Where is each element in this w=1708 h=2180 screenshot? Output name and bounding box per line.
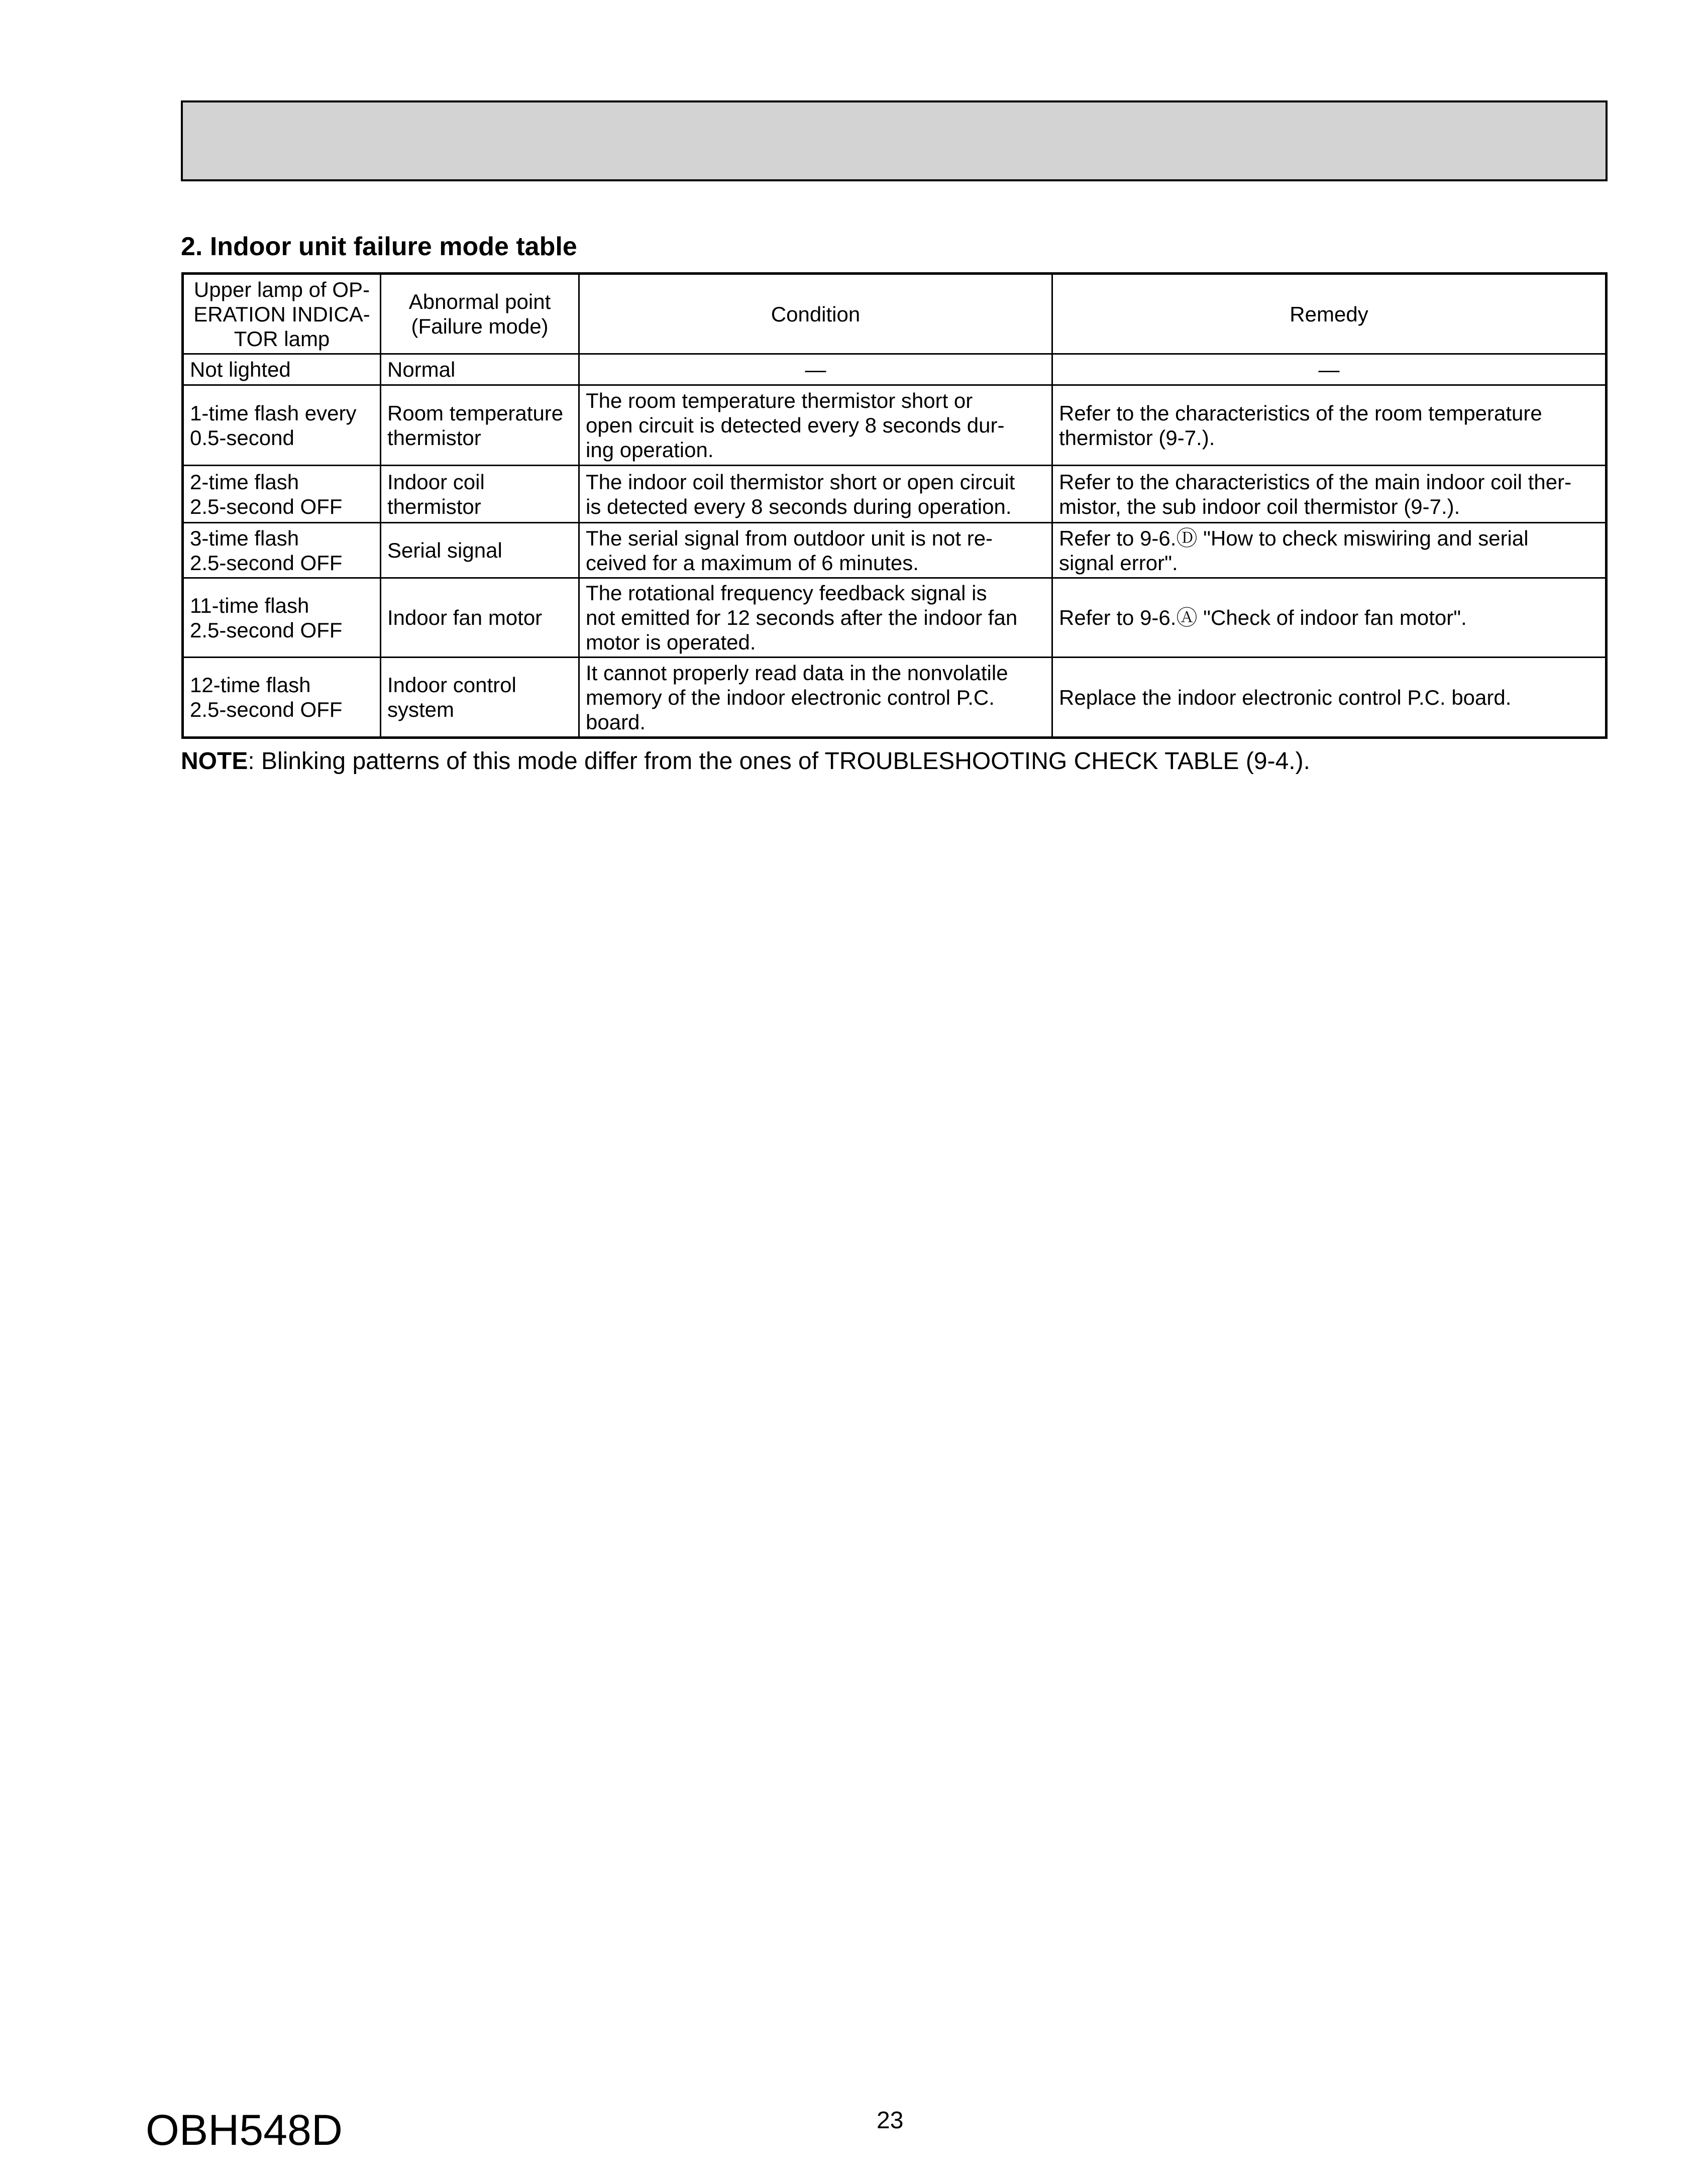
failure-mode-table (181, 272, 1608, 739)
cell-condition: The indoor coil thermistor short or open circuit is detected every 8 seconds during operation. (579, 466, 1052, 523)
header-remedy: Remedy (1052, 274, 1607, 354)
cell-lamp: Not lighted (183, 354, 381, 385)
cell-condition: The rotational frequency feedback signal is not emitted for 12 seconds after the indoor fan motor is operated. (579, 578, 1052, 658)
cell-lamp: 2-time flash 2.5-second OFF (183, 466, 381, 523)
cell-abnormal-point: Serial signal (381, 523, 579, 578)
section-title: 2. Indoor unit failure mode table (181, 232, 577, 261)
table-header-row (183, 274, 1607, 354)
cell-remedy: Refer to 9-6.Ⓐ "Check of indoor fan motor". (1052, 578, 1607, 658)
header-bar (181, 100, 1608, 181)
table-row (183, 578, 1607, 658)
cell-abnormal-point: Normal (381, 354, 579, 385)
table-row (183, 354, 1607, 385)
cell-remedy: Refer to the characteristics of the main indoor coil ther- mistor, the sub indoor coil thermistor (9-7.). (1052, 466, 1607, 523)
cell-abnormal-point: Indoor control system (381, 658, 579, 738)
cell-lamp: 12-time flash 2.5-second OFF (183, 658, 381, 738)
cell-lamp: 1-time flash every 0.5-second (183, 385, 381, 466)
header-lamp: Upper lamp of OP- ERATION INDICA- TOR lamp (183, 274, 381, 354)
page-number: 23 (877, 2107, 904, 2134)
cell-remedy: Refer to the characteristics of the room temperature thermistor (9-7.). (1052, 385, 1607, 466)
note (181, 749, 1310, 774)
cell-remedy: Refer to 9-6.Ⓓ "How to check miswiring and serial signal error". (1052, 523, 1607, 578)
table-row (183, 385, 1607, 466)
document-code: OBH548D (146, 2106, 343, 2154)
note-text: : Blinking patterns of this mode differ from the ones of TROUBLESHOOTING CHECK TABLE (9-4.). (248, 748, 1310, 775)
cell-lamp: 11-time flash 2.5-second OFF (183, 578, 381, 658)
note-label: NOTE (181, 748, 248, 775)
cell-condition: The serial signal from outdoor unit is not re- ceived for a maximum of 6 minutes. (579, 523, 1052, 578)
cell-remedy: — (1052, 354, 1607, 385)
table-row (183, 658, 1607, 738)
cell-abnormal-point: Room temperature thermistor (381, 385, 579, 466)
cell-condition: — (579, 354, 1052, 385)
header-condition: Condition (579, 274, 1052, 354)
cell-abnormal-point: Indoor coil thermistor (381, 466, 579, 523)
table-row (183, 523, 1607, 578)
cell-abnormal-point: Indoor fan motor (381, 578, 579, 658)
cell-condition: The room temperature thermistor short or open circuit is detected every 8 seconds dur- ing operation. (579, 385, 1052, 466)
cell-lamp: 3-time flash 2.5-second OFF (183, 523, 381, 578)
cell-condition: It cannot properly read data in the nonvolatile memory of the indoor electronic control P.C. board. (579, 658, 1052, 738)
header-abnormal-point: Abnormal point (Failure mode) (381, 274, 579, 354)
cell-remedy: Replace the indoor electronic control P.C. board. (1052, 658, 1607, 738)
table-row (183, 466, 1607, 523)
